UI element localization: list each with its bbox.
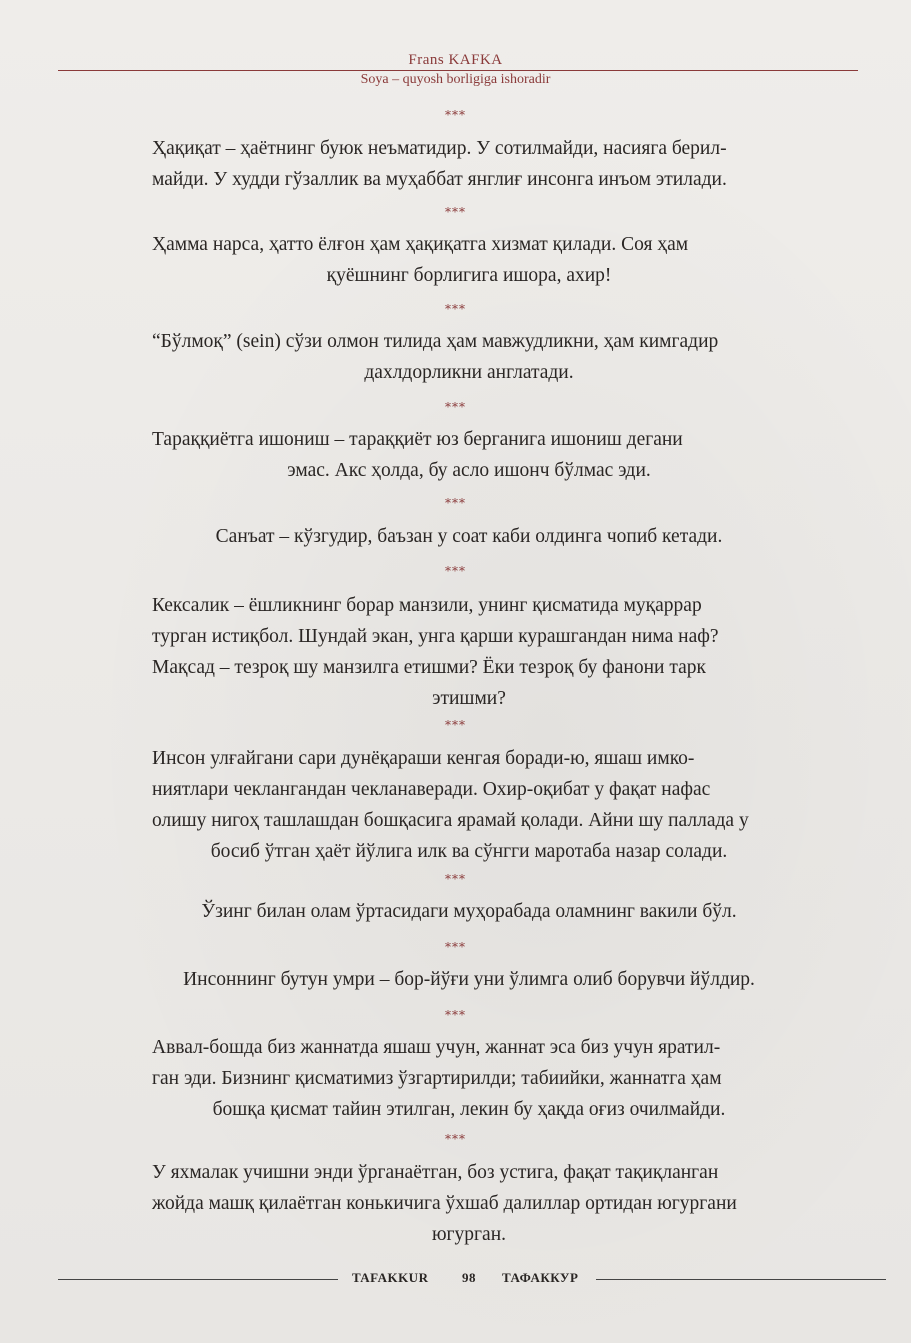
- section-separator: ***: [445, 1132, 466, 1146]
- aphorism-10: [152, 1032, 786, 1125]
- text-line: эмас. Акс ҳолда, бу асло ишонч бўлмас эди.: [287, 460, 651, 481]
- text-line: югурган.: [431, 1224, 507, 1245]
- page-number: 98: [462, 1270, 476, 1285]
- text-line: ниятлари чеклангандан чекланаверади. Охир-оқибат у фақат нафас: [152, 779, 711, 800]
- text-line: Санъат – кўзгудир, баъзан у соат каби олдинга чопиб кетади.: [215, 526, 723, 547]
- text-line: қуёшнинг борлигига ишора, ахир!: [326, 265, 612, 286]
- text-line: Ҳақиқат – ҳаётнинг буюк неъматидир. У сотилмайди, насияга берил-: [152, 138, 727, 159]
- text-line: босиб ўтган ҳаёт йўлига илк ва сўнгги маротаба назар солади.: [210, 841, 728, 862]
- aphorism-6: [152, 590, 786, 714]
- text-line: олишу нигоҳ ташлашдан бошқасига ярамай қолади. Айни шу паллада у: [152, 810, 749, 831]
- text-line: бошқа қисмат тайин этилган, лекин бу ҳақда оғиз очилмайди.: [212, 1099, 726, 1120]
- section-separator: ***: [445, 400, 466, 414]
- aphorism-4: [152, 424, 786, 486]
- text-line: майди. У худди гўзаллик ва муҳаббат янглиғ инсонга инъом этилади.: [152, 169, 727, 190]
- text-line: Ўзинг билан олам ўртасидаги муҳорабада оламнинг вакили бўл.: [201, 901, 737, 922]
- section-separator: ***: [445, 1008, 466, 1022]
- text-line: Кексалик – ёшликнинг борар манзили, унинг қисматида муқаррар: [152, 595, 702, 616]
- running-header-author: Frans KAFKA: [408, 52, 503, 68]
- text-line: этишми?: [432, 688, 506, 709]
- header-rule: [58, 70, 858, 71]
- footer-magazine-latin: TAFAKKUR: [352, 1270, 429, 1285]
- footer-rule-left: [58, 1279, 338, 1280]
- section-separator: ***: [445, 872, 466, 886]
- text-line: дахлдорликни англатади.: [364, 362, 574, 383]
- aphorism-3: [152, 326, 786, 388]
- section-separator: ***: [445, 940, 466, 954]
- section-separator: ***: [445, 496, 466, 510]
- aphorism-2: [152, 229, 786, 291]
- text-line: Аввал-бошда биз жаннатда яшаш учун, жаннат эса биз учун яратил-: [152, 1037, 721, 1058]
- text-line: Инсоннинг бутун умри – бор-йўғи уни ўлимга олиб борувчи йўлдир.: [183, 969, 755, 990]
- text-line: У яхмалак учишни энди ўрганаётган, боз устига, фақат тақиқланган: [152, 1162, 719, 1183]
- aphorism-7: [152, 743, 786, 867]
- text-line: Тараққиётга ишониш – тараққиёт юз берганига ишониш дегани: [152, 429, 683, 450]
- text-line: Инсон улғайгани сари дунёқараши кенгая боради-ю, яшаш имко-: [152, 748, 695, 769]
- section-separator: ***: [445, 302, 466, 316]
- text-line: турган истиқбол. Шундай экан, унга қарши курашгандан нима наф?: [152, 626, 719, 647]
- aphorism-1: [152, 133, 786, 195]
- text-line: жойда машқ қилаётган конькичига ўхшаб далиллар ортидан югургани: [152, 1193, 737, 1214]
- running-header-subtitle: Soya – quyosh borligiga ishoradir: [360, 72, 551, 87]
- footer-magazine-cyrillic: ТАФАККУР: [502, 1270, 579, 1285]
- section-separator: ***: [445, 205, 466, 219]
- footer-rule-right: [596, 1279, 886, 1280]
- text-line: Ҳамма нарса, ҳатто ёлғон ҳам ҳақиқатга хизмат қилади. Соя ҳам: [152, 234, 689, 255]
- text-line: “Бўлмоқ” (sein) сўзи олмон тилида ҳам мавжудликни, ҳам кимгадир: [152, 331, 719, 352]
- text-line: Мақсад – тезроқ шу манзилга етишми? Ёки тезроқ бу фанони тарк: [152, 657, 706, 678]
- section-separator: ***: [445, 564, 466, 578]
- aphorism-8: [152, 896, 786, 927]
- section-separator: ***: [445, 718, 466, 732]
- aphorism-9: [152, 964, 786, 995]
- aphorism-5: [152, 521, 786, 552]
- text-line: ган эди. Бизнинг қисматимиз ўзгартирилди; табиийки, жаннатга ҳам: [152, 1068, 722, 1089]
- aphorism-11: [152, 1157, 786, 1250]
- section-separator: ***: [445, 108, 466, 122]
